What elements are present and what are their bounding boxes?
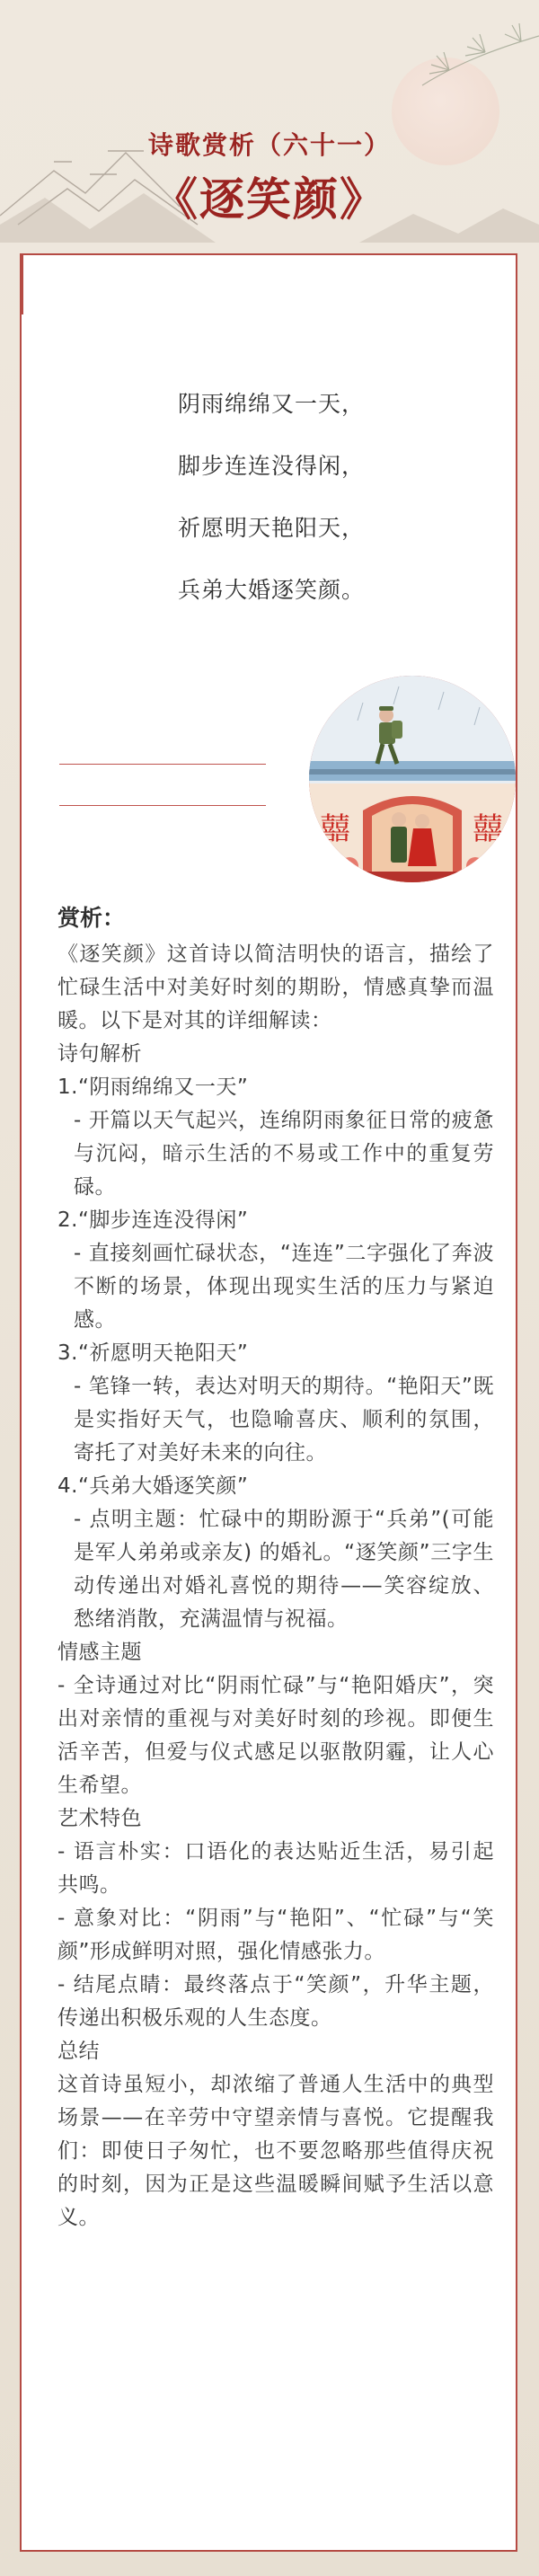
analysis-paragraph: - 结尾点睛：最终落点于“笑颜”，升华主题，传递出积极乐观的人生态度。 [57,1973,494,2030]
double-happiness-right: 囍 [473,811,503,847]
poem-line: 脚步连连没得闲， [178,453,366,479]
poem-block [178,390,465,638]
analysis-paragraph: 3.“祈愿明天艳阳天” [57,1341,249,1365]
analysis-paragraph: - 意象对比：“阴雨”与“艳阳”、“忙碌”与“笑颜”形成鲜明对照，强化情感张力。 [57,1907,494,1963]
content-card [20,253,517,2552]
section-heading: 诗句解析 [57,1042,142,1066]
analysis-paragraph: - 开篇以天气起兴，连绵阴雨象征日常的疲惫与沉闷，暗示生活的不易或工作中的重复劳碌。 [74,1109,494,1199]
section-heading: 总结 [57,2040,100,2063]
card-accent-bar [20,253,23,314]
double-happiness-left: 囍 [320,811,350,847]
page-title: 《逐笑颜》 [153,173,386,226]
page-subtitle: 诗歌赏析（六十一） [147,130,391,160]
divider-line [59,805,266,806]
poem-line: 阴雨绵绵又一天， [178,391,366,417]
analysis-paragraph: 1.“阴雨绵绵又一天” [57,1076,249,1099]
analysis-paragraph: - 点明主题：忙碌中的期盼源于“兵弟”(可能是军人弟弟或亲友) 的婚礼。“逐笑颜”三字生动传递出对婚礼喜悦的期待——笑容绽放、愁绪消散，充满温情与祝福。 [74,1508,494,1631]
analysis-paragraph: 《逐笑颜》这首诗以简洁明快的语言，描绘了忙碌生活中对美好时刻的期盼，情感真挚而温暖。以下是对其的详细解读： [57,943,494,1032]
analysis-paragraph: 这首诗虽短小，却浓缩了普通人生活中的典型场景——在辛劳中守望亲情与喜悦。它提醒我们：即使日子匆忙，也不要忽略那些值得庆祝的时刻，因为正是这些温暖瞬间赋予生活以意义。 [57,2073,494,2229]
analysis-paragraph: - 直接刻画忙碌状态，“连连”二字强化了奔波不断的场景，体现出现实生活的压力与紧迫感。 [74,1242,494,1332]
wedding-illustration [309,676,516,882]
analysis-paragraph: - 笔锋一转，表达对明天的期待。“艳阳天”既是实指好天气，也隐喻喜庆、顺利的氛围，寄托了对美好未来的向往。 [74,1375,494,1465]
section-heading: 情感主题 [57,1641,142,1664]
analysis-paragraph: 2.“脚步连连没得闲” [57,1208,249,1232]
poem-line: 祈愿明天艳阳天， [178,515,366,541]
header-banner [0,0,539,241]
analysis-paragraph: - 语言朴实：口语化的表达贴近生活，易引起共鸣。 [57,1840,494,1897]
poem-line: 兵弟大婚逐笑颜。 [178,577,366,603]
analysis-paragraph: 4.“兵弟大婚逐笑颜” [57,1474,249,1498]
analysis-section [57,902,494,2235]
divider-line [59,764,266,765]
section-heading: 艺术特色 [57,1807,142,1830]
analysis-paragraph: - 全诗通过对比“阴雨忙碌”与“艳阳婚庆”，突出对亲情的重视与对美好时刻的珍视。即便生活辛苦，但爱与仪式感足以驱散阴霾，让人心生希望。 [57,1674,494,1797]
analysis-heading: 赏析： [57,905,126,931]
